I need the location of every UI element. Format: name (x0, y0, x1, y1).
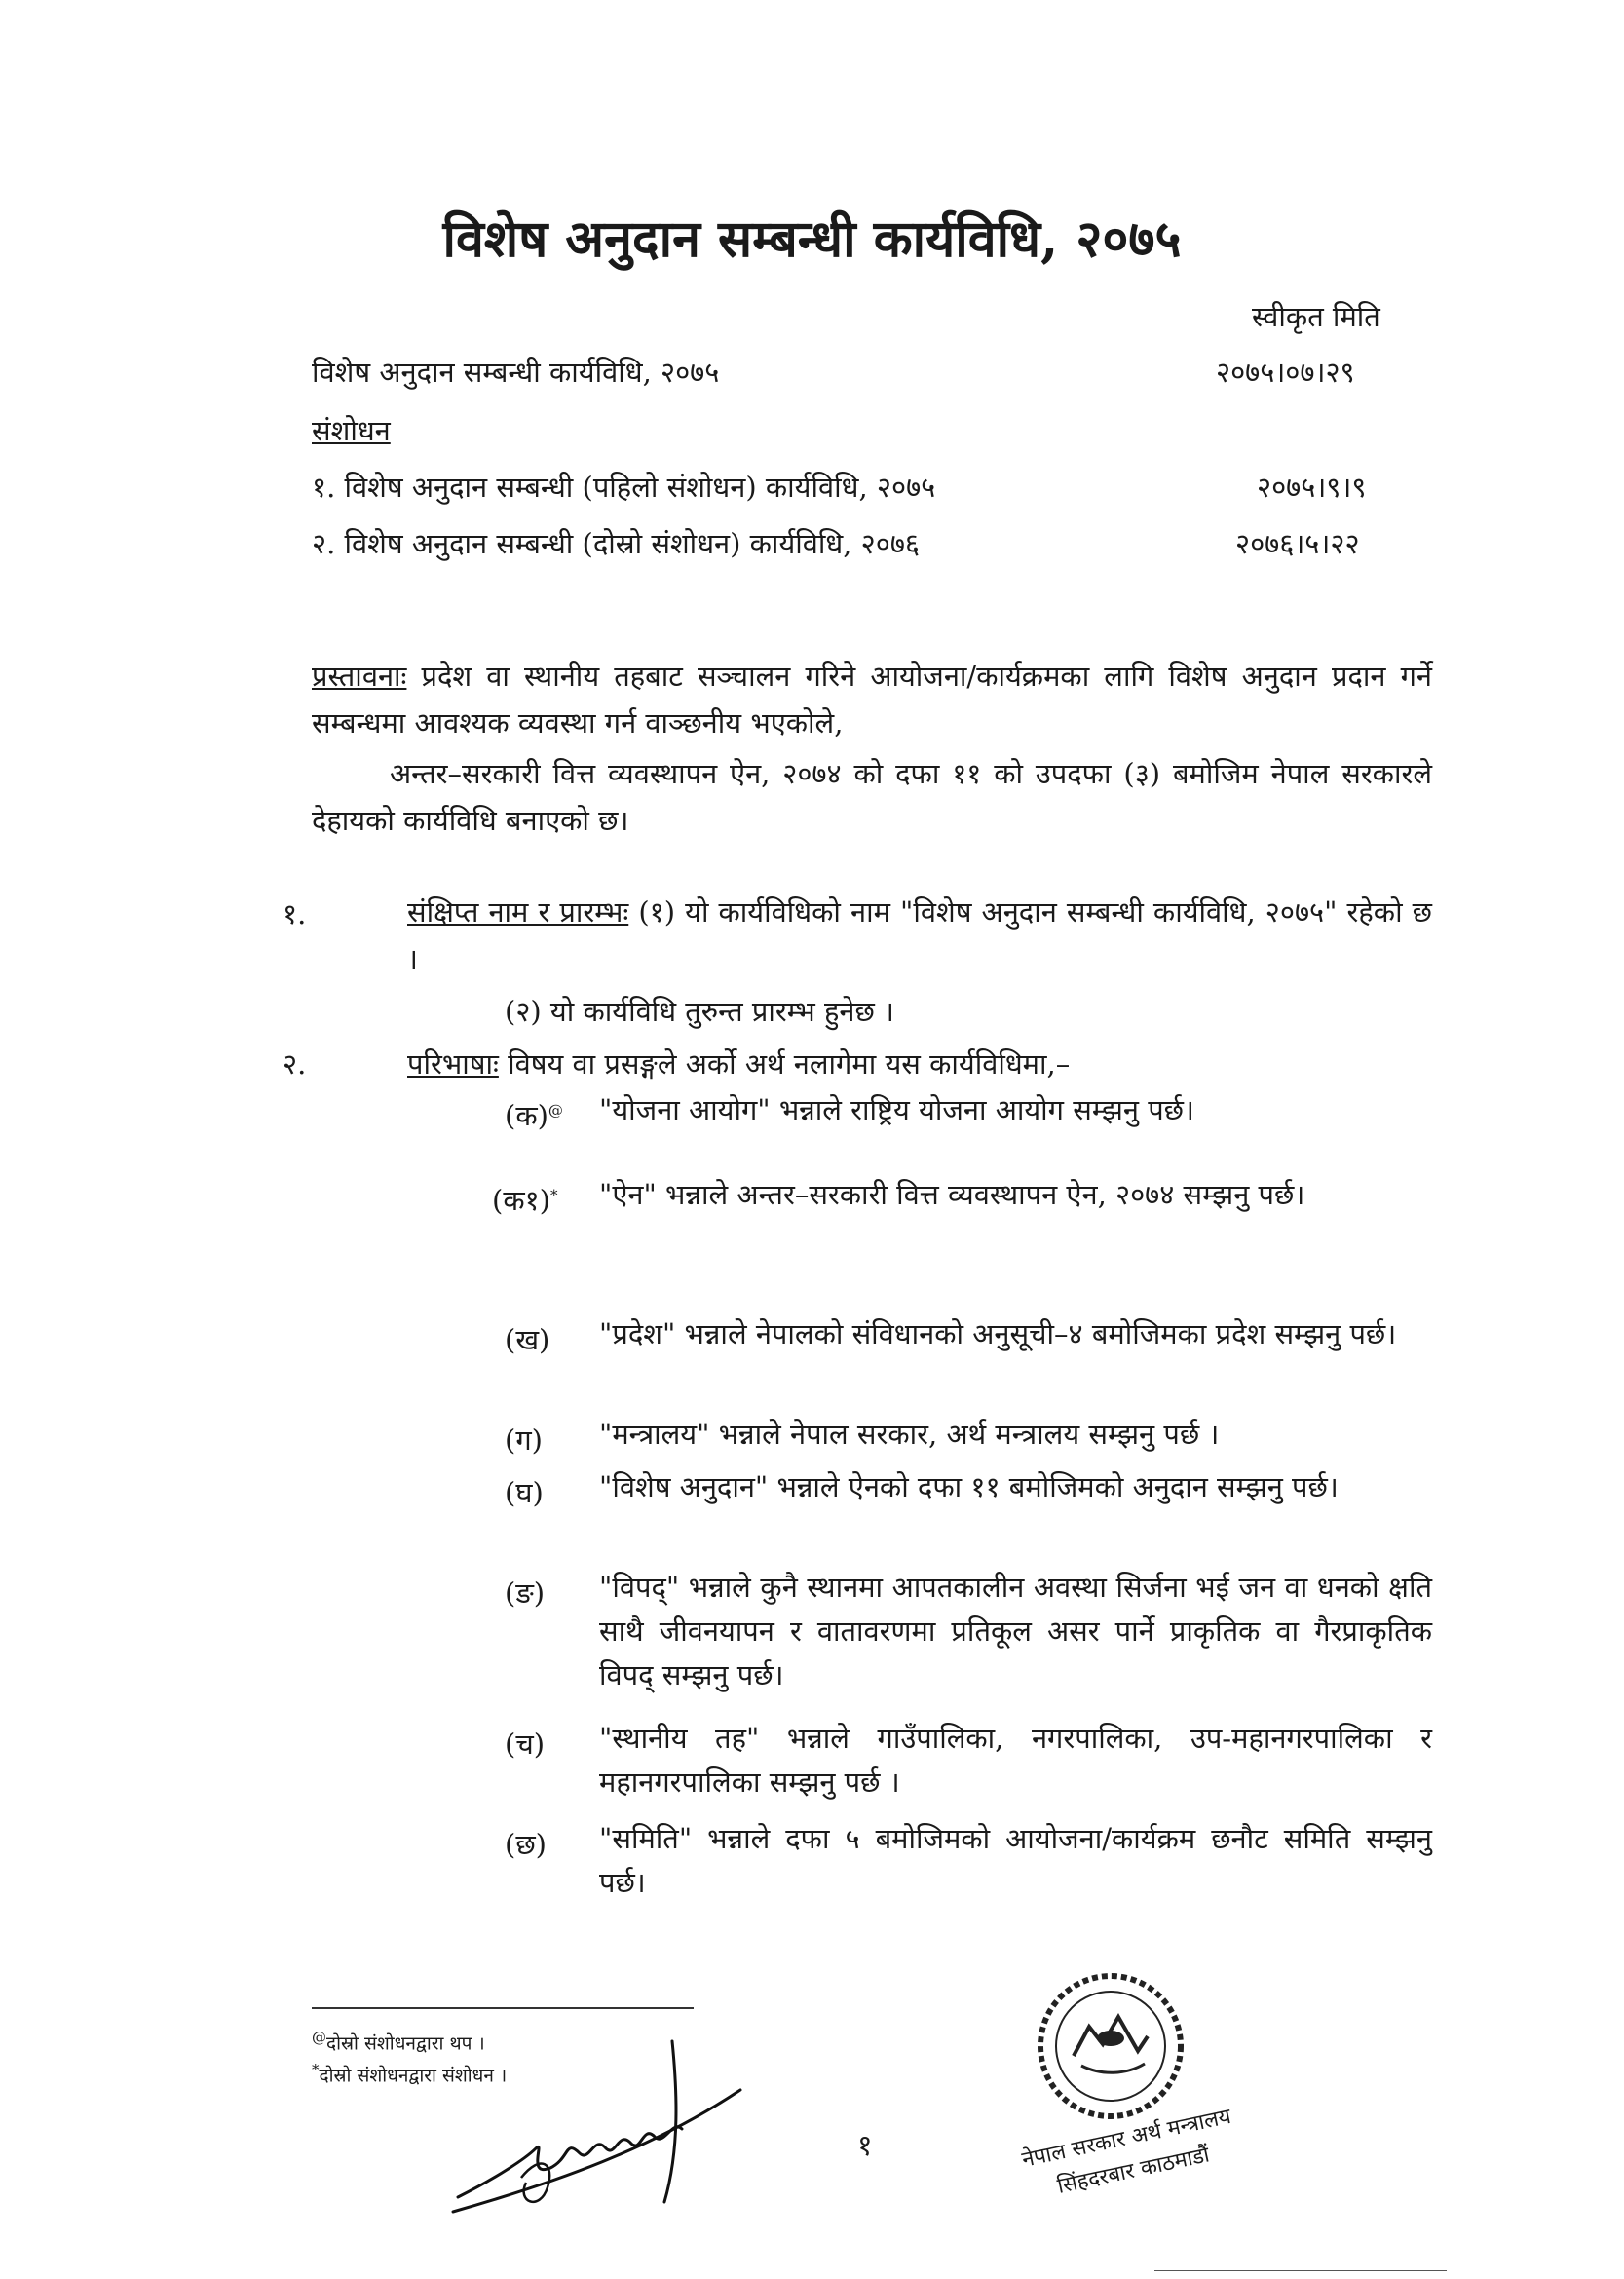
footnote-separator (312, 2007, 694, 2009)
amendment-1-name: १. विशेष अनुदान सम्बन्धी (पहिलो संशोधन) कार्यविधि, २०७५ (312, 471, 936, 504)
preamble-text: प्रदेश वा स्थानीय तहबाट सञ्चालन गरिने आयोजना/कार्यक्रमका लागि विशेष अनुदान प्रदान गर्ने सम्बन्धमा आवश्यक व्यवस्था गर्न वाञ्छनीय भएकोले, (312, 660, 1432, 740)
seal-text: नेपाल सरकार अर्थ मन्त्रालय सिंहदरबार काठमाडौं (1019, 2104, 1233, 2199)
section-1-text (407, 889, 1432, 982)
definition-text: "स्थानीय तह" भन्नाले गाउँपालिका, नगरपालिका, उप-महानगरपालिका र महानगरपालिका सम्झनु पर्छ । (599, 1722, 1432, 1799)
main-procedure-date: २०७५।०७।२९ (1216, 356, 1355, 389)
amendment-1-date: २०७५।९।९ (1257, 471, 1367, 504)
definition-text: "प्रदेश" भन्नाले नेपालको संविधानको अनुसूची–४ बमोजिमका प्रदेश सम्झनु पर्छ। (599, 1317, 1397, 1350)
definition-label: (छ) (505, 1828, 547, 1861)
definition-text: "विपद्" भन्नाले कुनै स्थानमा आपतकालीन अवस्था सिर्जना भई जन वा धनको क्षति साथै जीवनयापन र वातावरणमा प्रतिकूल असर पार्ने प्राकृतिक वा गैरप्राकृतिक विपद् सम्झनु पर्छ। (599, 1571, 1432, 1691)
page-title: विशेष अनुदान सम्बन्धी कार्यविधि, २०७५ (442, 209, 1182, 269)
section-2-heading: परिभाषाः (407, 1047, 499, 1081)
signature (438, 2032, 760, 2226)
amendment-2-date: २०७६।५।२२ (1235, 527, 1360, 560)
section-1-number: १. (283, 897, 307, 931)
definition-label: (क१)* (492, 1184, 558, 1217)
page-number: १ (857, 2129, 873, 2163)
definition-text: "समिति" भन्नाले दफा ५ बमोजिमको आयोजना/कार्यक्रम छनौट समिति सम्झनु पर्छ। (599, 1822, 1432, 1899)
definition-label: (ग) (505, 1424, 543, 1457)
section-1-subsection-2: (२) यो कार्यविधि तुरुन्त प्रारम्भ हुनेछ । (505, 995, 895, 1028)
definition-label: (ख) (505, 1323, 550, 1356)
preamble (312, 653, 1432, 746)
amendment-2-name: २. विशेष अनुदान सम्बन्धी (दोस्रो संशोधन) कार्यविधि, २०७६ (312, 527, 920, 560)
section-1-heading: संक्षिप्त नाम र प्रारम्भः (407, 895, 629, 929)
main-procedure-name: विशेष अनुदान सम्बन्धी कार्यविधि, २०७५ (312, 356, 720, 389)
definition-text: "मन्त्रालय" भन्नाले नेपाल सरकार, अर्थ मन्त्रालय सम्झनु पर्छ । (599, 1418, 1220, 1451)
footnote-1: @दोस्रो संशोधनद्वारा थप । (312, 2029, 485, 2055)
section-2-text (407, 1045, 1070, 1083)
definition-label: (ङ) (505, 1576, 546, 1610)
footnote-2: *दोस्रो संशोधनद्वारा संशोधन । (312, 2061, 508, 2087)
amendments-heading: संशोधन (312, 414, 391, 447)
definition-text: "योजना आयोग" भन्नाले राष्ट्रिय योजना आयोग सम्झनु पर्छ। (599, 1093, 1195, 1126)
preamble-enactment: अन्तर–सरकारी वित्त व्यवस्थापन ऐन, २०७४ को दफा ११ को उपदफा (३) बमोजिम नेपाल सरकारले देहायको कार्यविधि बनाएको छ। (312, 757, 1432, 837)
section-2-number: २. (283, 1047, 307, 1081)
definition-text: "विशेष अनुदान" भन्नाले ऐनको दफा ११ बमोजिमको अनुदान सम्झनु पर्छ। (599, 1470, 1339, 1503)
section-1-body: (१) यो कार्यविधिको नाम "विशेष अनुदान सम्बन्धी कार्यविधि, २०७५" रहेको छ । (407, 895, 1432, 975)
section-2-body: विषय वा प्रसङ्गले अर्को अर्थ नलागेमा यस कार्यविधिमा,– (498, 1047, 1071, 1081)
preamble-label: प्रस्तावनाः (312, 660, 407, 693)
definition-label: (घ) (505, 1476, 544, 1509)
definition-text: "ऐन" भन्नाले अन्तर–सरकारी वित्त व्यवस्थापन ऐन, २०७४ सम्झनु पर्छ। (599, 1178, 1305, 1211)
definition-label: (च) (505, 1728, 546, 1761)
approval-date-header: स्वीकृत मिति (1252, 300, 1380, 333)
bottom-rule (1154, 2270, 1447, 2271)
definition-label: (क)@ (505, 1099, 563, 1132)
